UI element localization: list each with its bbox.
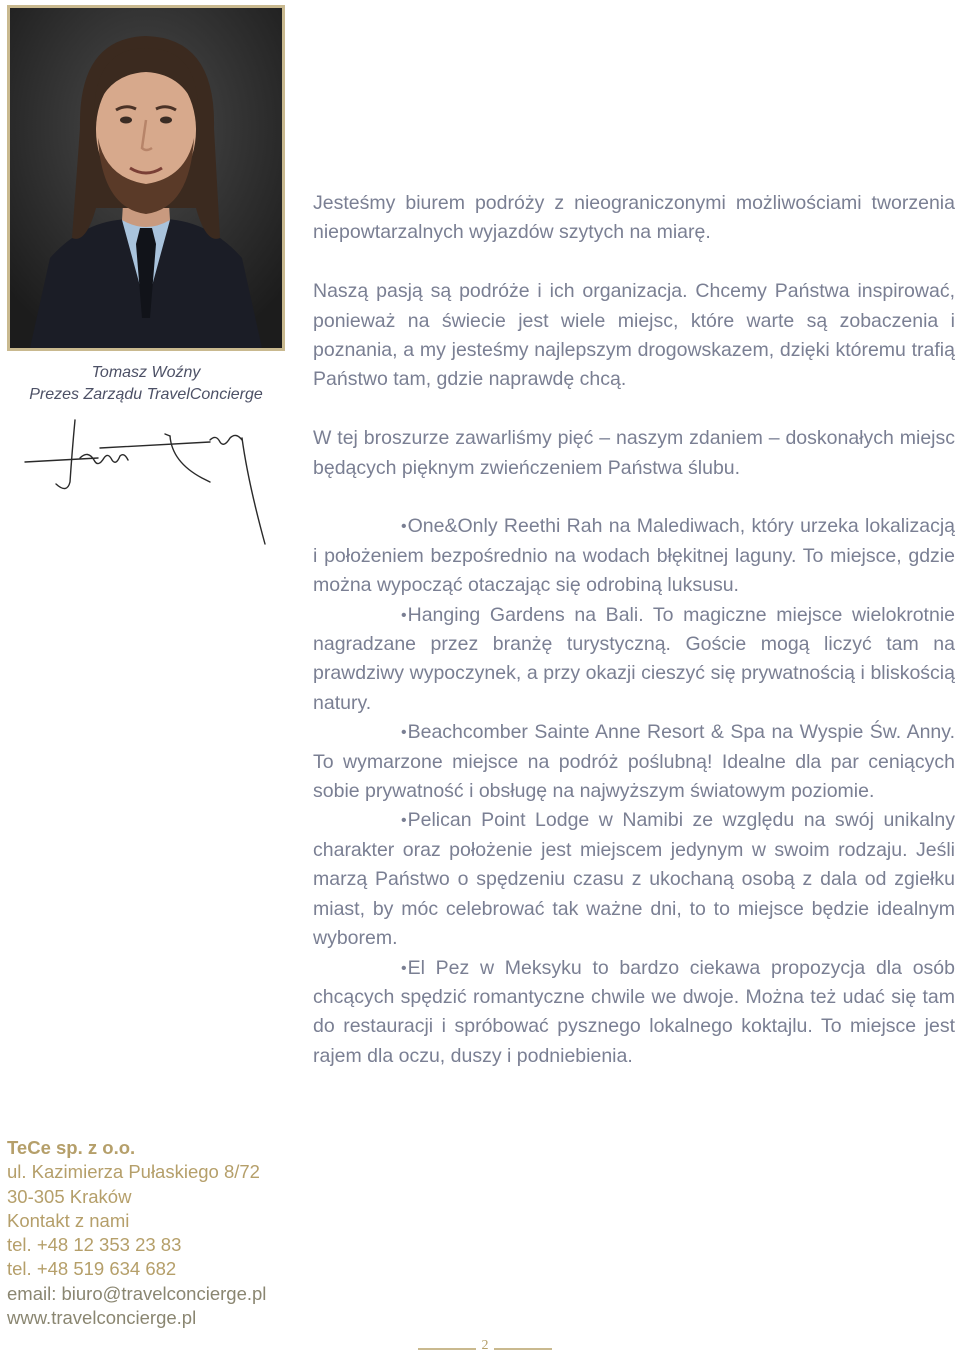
bullet-icon: • xyxy=(401,724,407,742)
intro-paragraph-3: W tej broszurze zawarliśmy pięć – naszym zdaniem – doskonałych miejsc będących pięknym zwieńczeniem Państwa ślubu. xyxy=(313,427,955,479)
destination-text: One&Only Reethi Rah na Malediwach, który urzeka lokalizacją i położeniem bezpośrednio na wodach błękitnej laguny. To miejsce, gdzie można wypocząć otaczając się odrobiną luksusu. xyxy=(313,515,955,597)
email-link[interactable]: email: biuro@travelconcierge.pl xyxy=(7,1282,267,1304)
page-footer xyxy=(410,1338,560,1358)
destination-item xyxy=(313,954,955,1072)
destination-text: Hanging Gardens na Bali. To magiczne miejsce wielokrotnie nagradzane przez branżę turystyczną. Goście mogą liczyć tam na prawdziwy wypoczynek, a przy okazji cieszyć się prywatnością i bliskością natury. xyxy=(313,603,955,714)
phone-2[interactable]: tel. +48 519 634 682 xyxy=(7,1258,177,1280)
phone-1[interactable]: tel. +48 12 353 23 83 xyxy=(7,1234,182,1256)
intro-paragraph-2: Naszą pasją są podróże i ich organizacja. Chcemy Państwa inspirować, ponieważ na świecie jest wiele miejsc, które warte są zobaczenia i poznania, a my jesteśmy najlepszym drogowskazem, dzięki któremu trafią Państwo tam, gdzie naprawdę chcą. xyxy=(313,280,955,391)
website-link[interactable]: www.travelconcierge.pl xyxy=(7,1307,197,1329)
destination-item xyxy=(313,806,955,953)
bullet-icon: • xyxy=(401,518,407,536)
destination-text: Beachcomber Sainte Anne Resort & Spa na Wyspie Św. Anny. To wymarzone miejsce na podróż poślubną! Idealne dla par ceniących sobie prywatność i obsługę na najwyższym światowym poziomie. xyxy=(313,721,955,803)
bullet-icon: • xyxy=(401,959,407,977)
destination-item xyxy=(313,718,955,806)
company-city: 30-305 Kraków xyxy=(7,1185,132,1207)
company-contact-block xyxy=(7,1136,297,1330)
signature-image xyxy=(20,412,280,552)
destination-text: Pelican Point Lodge w Namibi ze względu na swój unikalny charakter oraz położenie jest miejscem jedynym w swoim rodzaju. Jeśli marzą Państwo o spędzeniu czasu z ukochaną osobą z dala od zgiełku miast, by móc celebrować tak ważne dni, to to miejsce będzie idealnym wyborem. xyxy=(313,809,955,950)
portrait-photo xyxy=(7,5,285,351)
caption-name: Tomasz Woźny xyxy=(91,364,201,381)
destination-text: El Pez w Meksyku to bardzo ciekawa propozycja dla osób chcących spędzić romantyczne chwile we dwoje. Można też udać się tam do restauracji i spróbować pysznego lokalnego koktajlu. To miejsce jest rajem dla oczu, duszy i podniebienia. xyxy=(313,956,955,1067)
contact-label: Kontakt z nami xyxy=(7,1209,130,1231)
bullet-icon: • xyxy=(401,812,407,830)
company-street: ul. Kazimierza Pułaskiego 8/72 xyxy=(7,1161,260,1183)
bullet-icon: • xyxy=(401,606,407,624)
footer-rule-right xyxy=(494,1348,552,1350)
portrait-caption xyxy=(0,362,292,406)
main-text xyxy=(313,189,955,1071)
caption-role: Prezes Zarządu TravelConcierge xyxy=(29,386,263,403)
company-name: TeCe sp. z o.o. xyxy=(7,1137,136,1158)
destination-item xyxy=(313,601,955,719)
page-number: 2 xyxy=(481,1338,489,1353)
intro-paragraph-1: Jesteśmy biurem podróży z nieograniczonymi możliwościami tworzenia niepowtarzalnych wyjazdów szytych na miarę. xyxy=(313,192,955,244)
portrait-illustration xyxy=(10,8,282,348)
destination-item xyxy=(313,512,955,600)
